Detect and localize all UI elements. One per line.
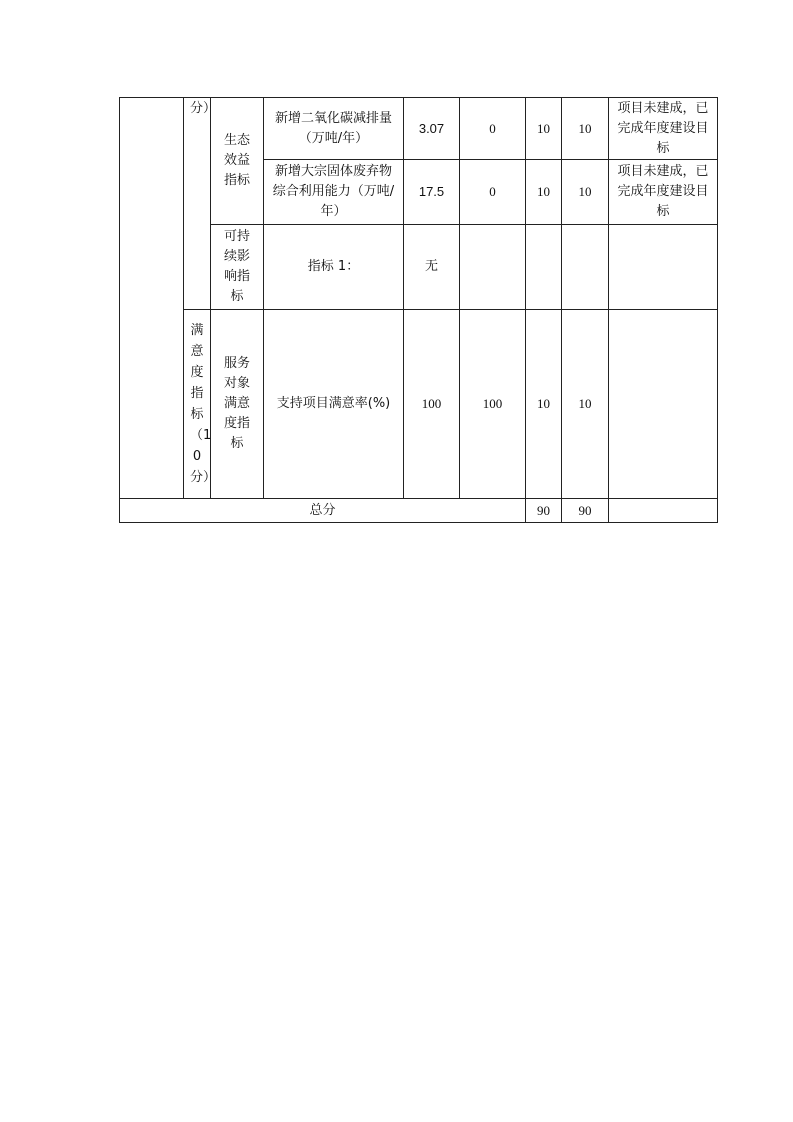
score-value: 10 — [562, 160, 609, 225]
note-text: 项目未建成，已完成年度建设目标 — [617, 100, 709, 156]
target-value: 17.5 — [404, 160, 460, 225]
total-row — [120, 499, 718, 523]
weight-value: 10 — [526, 310, 562, 499]
table-row — [120, 310, 718, 499]
note-cell — [609, 310, 718, 499]
ecology-category-label: 生态效益指标 — [223, 133, 250, 188]
note-cell — [609, 160, 718, 225]
level1-cell — [120, 98, 184, 499]
actual-value — [460, 225, 526, 310]
score-value: 10 — [562, 98, 609, 160]
indicator-label: 新增大宗固体废弃物综合利用能力（万吨/年） — [272, 164, 395, 219]
target-value: 3.07 — [404, 98, 460, 160]
note-cell — [609, 98, 718, 160]
satisfaction-level2-label: 满意度指标（10分） — [190, 323, 217, 485]
indicator-label: 新增二氧化碳减排量（万吨/年） — [274, 110, 392, 146]
level2-effect-cell — [184, 98, 217, 310]
target-value: 100 — [404, 310, 460, 499]
indicator-cell — [264, 98, 404, 160]
total-weight-value: 90 — [526, 499, 562, 523]
weight-value: 10 — [526, 98, 562, 160]
note-cell — [609, 225, 718, 310]
indicator-label: 指标 1： — [264, 225, 404, 310]
performance-evaluation-table — [119, 97, 718, 523]
note-text: 项目未建成，已完成年度建设目标 — [617, 164, 709, 219]
score-value — [562, 225, 609, 310]
ecology-category-cell — [211, 98, 264, 225]
target-value: 无 — [404, 225, 460, 310]
sustainable-category-label: 可持续影响指标 — [223, 229, 250, 304]
total-note-cell — [609, 499, 718, 523]
actual-value: 0 — [460, 98, 526, 160]
sustainable-category-cell — [211, 225, 264, 310]
total-label: 总分 — [120, 499, 526, 523]
total-score-value: 90 — [562, 499, 609, 523]
weight-value: 10 — [526, 160, 562, 225]
satisfaction-category-cell — [211, 310, 264, 499]
score-value: 10 — [562, 310, 609, 499]
level2-label-tail: 分） — [190, 101, 217, 116]
satisfaction-category-label: 服务对象满意度指标 — [223, 356, 250, 451]
indicator-label: 支持项目满意率(%) — [264, 310, 404, 499]
table-row — [120, 98, 718, 160]
actual-value: 100 — [460, 310, 526, 499]
indicator-cell — [264, 160, 404, 225]
weight-value — [526, 225, 562, 310]
actual-value: 0 — [460, 160, 526, 225]
satisfaction-level2-cell — [184, 310, 217, 499]
